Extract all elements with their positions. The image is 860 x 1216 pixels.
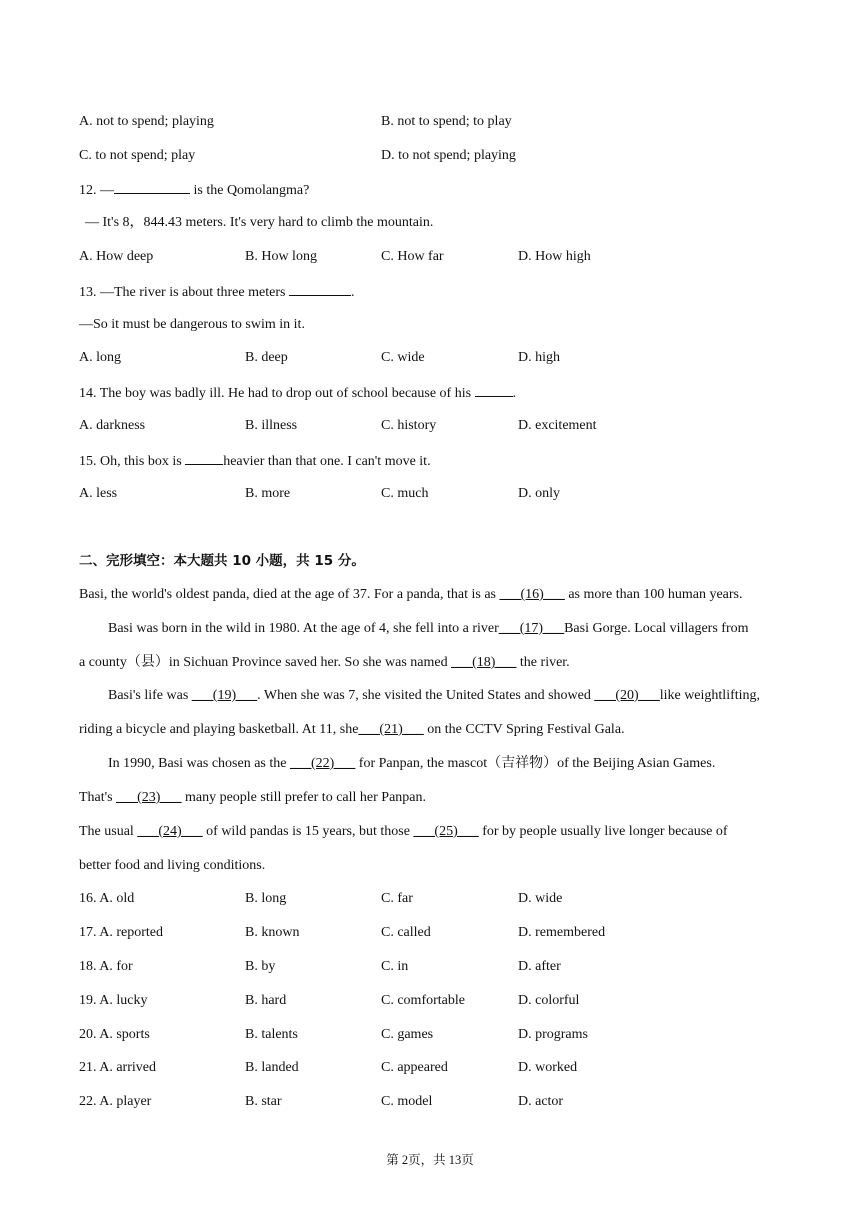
q13-reply: —So it must be dangerous to swim in it.	[79, 317, 305, 332]
q15-option-b: B. more	[245, 486, 291, 501]
option-18b: B. by	[245, 959, 276, 974]
option-22d: D. actor	[518, 1094, 564, 1109]
option-22b: B. star	[245, 1094, 282, 1109]
blank-20: ___(20)___	[594, 688, 660, 703]
blank-21: ___(21)___	[358, 722, 424, 737]
q15-rest: heavier than that one. I can't move it.	[223, 454, 431, 469]
passage-text: like weightlifting,	[659, 688, 761, 703]
q11-options-row2	[79, 147, 819, 165]
cloze-options-22	[79, 1093, 819, 1111]
q14-option-d: D. excitement	[518, 418, 597, 433]
q14-blank	[475, 383, 513, 397]
blank-22: ___(22)___	[289, 756, 356, 771]
q11-option-c: C. to not spend; play	[79, 148, 196, 163]
option-19a: 19. A. lucky	[79, 993, 148, 1008]
q12-question	[79, 180, 309, 200]
option-20a: 20. A. sports	[79, 1027, 150, 1042]
option-21a: 21. A. arrived	[79, 1060, 156, 1075]
q15-option-d: D. only	[518, 486, 560, 501]
passage-line-1	[79, 586, 743, 604]
passage-line-3	[79, 654, 570, 672]
cloze-options-21	[79, 1059, 819, 1077]
q13-option-d: D. high	[518, 350, 560, 365]
passage-text: many people still prefer to call her Panpan.	[181, 790, 426, 805]
option-19d: D. colorful	[518, 993, 580, 1008]
passage-text: . When she was 7, she visited the United States and showed	[257, 688, 595, 703]
cloze-options-19	[79, 992, 819, 1010]
blank-18: ___(18)___	[451, 655, 517, 670]
q13-option-c: C. wide	[381, 350, 425, 365]
q14-option-c: C. history	[381, 418, 437, 433]
section-title-cloze: 二、完形填空：本大题共 10 小题，共 15 分。	[79, 553, 365, 569]
passage-text: In 1990, Basi was chosen as the	[108, 756, 290, 771]
cloze-options-18	[79, 958, 819, 976]
q12-option-b: B. How long	[245, 249, 317, 264]
cloze-options-20	[79, 1026, 819, 1044]
q14-option-b: B. illness	[245, 418, 298, 433]
passage-line-9: better food and living conditions.	[79, 858, 266, 873]
passage-line-8	[79, 823, 728, 841]
q13-text: 13. —The river is about three meters	[79, 285, 289, 300]
passage-text: riding a bicycle and playing basketball. At 11, she	[79, 722, 359, 737]
option-16b: B. long	[245, 891, 287, 906]
q12-reply: — It's 8，844.43 meters. It's very hard to climb the mountain.	[85, 215, 434, 230]
passage-text: The usual	[79, 824, 138, 839]
q13-option-a: A. long	[79, 350, 121, 365]
option-16c: C. far	[381, 891, 413, 906]
q12-text: is the Qomolangma?	[190, 183, 310, 198]
blank-24: ___(24)___	[137, 824, 203, 839]
q14-end: .	[512, 386, 517, 401]
option-21c: C. appeared	[381, 1060, 448, 1075]
passage-text: as more than 100 human years.	[564, 587, 743, 602]
q11-option-d: D. to not spend; playing	[381, 148, 516, 163]
q15-blank	[185, 451, 223, 465]
option-18a: 18. A. for	[79, 959, 133, 974]
q13-option-b: B. deep	[245, 350, 288, 365]
blank-17: ___(17)___	[498, 621, 565, 636]
option-20d: D. programs	[518, 1027, 588, 1042]
passage-text: for Panpan, the mascot（吉祥物）of the Beijing Asian Games.	[355, 756, 716, 771]
passage-line-6	[108, 755, 715, 773]
option-22c: C. model	[381, 1094, 433, 1109]
q13-blank	[289, 282, 351, 296]
passage-text: the river.	[516, 655, 570, 670]
option-20c: C. games	[381, 1027, 434, 1042]
cloze-options-17	[79, 924, 819, 942]
page-footer: 第 2页，共 13页	[386, 1153, 474, 1167]
q12-number: 12. —	[79, 183, 114, 198]
passage-text: on the CCTV Spring Festival Gala.	[423, 722, 625, 737]
blank-19: ___(19)___	[191, 688, 258, 703]
cloze-options-16	[79, 890, 819, 908]
q14-options	[79, 417, 819, 435]
option-16a: 16. A. old	[79, 891, 135, 906]
option-17b: B. known	[245, 925, 300, 940]
q12-options	[79, 248, 819, 266]
passage-text: of wild pandas is 15 years, but those	[202, 824, 414, 839]
q11-option-b: B. not to spend; to play	[381, 114, 512, 129]
q13-end: .	[350, 285, 355, 300]
passage-line-2	[108, 620, 749, 638]
q11-option-a: A. not to spend; playing	[79, 114, 214, 129]
passage-line-7	[79, 789, 426, 807]
q14-text: 14. The boy was badly ill. He had to drop out of school because of his	[79, 386, 475, 401]
option-21b: B. landed	[245, 1060, 299, 1075]
q15-option-a: A. less	[79, 486, 118, 501]
option-18d: D. after	[518, 959, 561, 974]
passage-text: Basi Gorge. Local villagers from	[564, 621, 749, 636]
option-21d: D. worked	[518, 1060, 578, 1075]
option-17c: C. called	[381, 925, 431, 940]
passage-text: Basi's life was	[108, 688, 192, 703]
option-20b: B. talents	[245, 1027, 298, 1042]
option-19c: C. comfortable	[381, 993, 465, 1008]
q11-options-row1	[79, 113, 819, 131]
option-17a: 17. A. reported	[79, 925, 163, 940]
passage-text: Basi, the world's oldest panda, died at the age of 37. For a panda, that is as	[79, 587, 500, 602]
option-19b: B. hard	[245, 993, 287, 1008]
q14-option-a: A. darkness	[79, 418, 146, 433]
passage-line-5	[79, 721, 625, 739]
blank-16: ___(16)___	[499, 587, 565, 602]
q13-options	[79, 349, 819, 367]
passage-text: a county（县）in Sichuan Province saved her. So she was named	[79, 655, 452, 670]
q15-options	[79, 485, 819, 503]
passage-text: That's	[79, 790, 117, 805]
q15-option-c: C. much	[381, 486, 429, 501]
blank-25: ___(25)___	[413, 824, 479, 839]
q12-option-c: C. How far	[381, 249, 444, 264]
q14-question	[79, 383, 516, 403]
option-16d: D. wide	[518, 891, 563, 906]
passage-text: for by people usually live longer because of	[478, 824, 728, 839]
q12-option-d: D. How high	[518, 249, 591, 264]
q13-question	[79, 282, 354, 302]
q12-blank	[114, 180, 190, 194]
option-22a: 22. A. player	[79, 1094, 152, 1109]
passage-text: Basi was born in the wild in 1980. At the age of 4, she fell into a river	[108, 621, 499, 636]
option-18c: C. in	[381, 959, 409, 974]
q15-start: 15. Oh, this box is	[79, 454, 186, 469]
option-17d: D. remembered	[518, 925, 606, 940]
blank-23: ___(23)___	[116, 790, 182, 805]
passage-line-4	[108, 687, 760, 705]
q15-question	[79, 451, 431, 471]
q12-option-a: A. How deep	[79, 249, 154, 264]
